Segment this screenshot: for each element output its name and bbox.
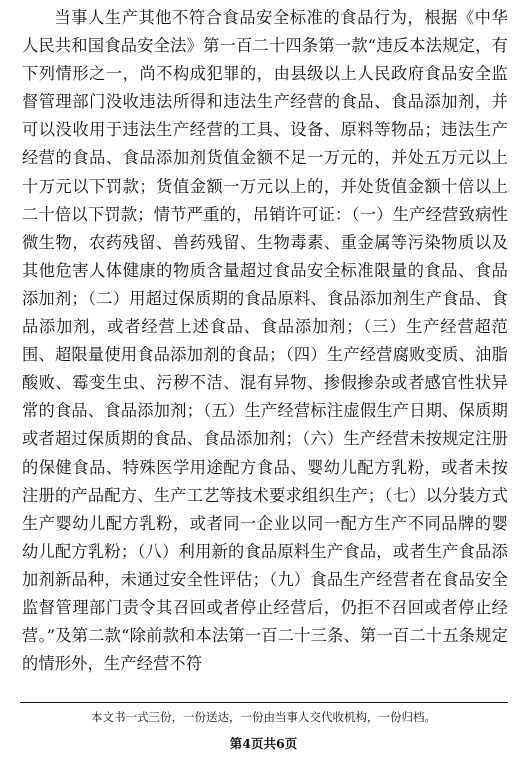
page-number: 第4页共6页 <box>229 736 298 751</box>
footer-divider <box>20 702 508 703</box>
footer-note: 本文书一式三份，一份送达，一份由当事人交代收机构，一份归档。 <box>91 710 436 724</box>
body-paragraph: 当事人生产其他不符合食品安全标准的食品行为，根据《中华人民共和国食品安全法》第一百二十四条第一款“违反本法规定，有下列情形之一，尚不构成犯罪的，由县级以上人民政府食品安全监督管理部门没收违法所得和违法生产经营的食品、食品添加剂，并可以没收用于违法生产经营的工具、设备、原料等物品；违法生产经营的食品、食品添加剂货值金额不足一万元的，并处五万元以上十万元以下罚款；货值金额一万元以上的，并处货值金额十倍以上二十倍以下罚款；情节严重的，吊销许可证：（一）生产经营致病性微生物，农药残留、兽药残留、生物毒素、重金属等污染物质以及其他危害人体健康的物质含量超过食品安全标准限量的食品、食品添加剂；（二）用超过保质期的食品原料、食品添加剂生产食品、食品添加剂，或者经营上述食品、食品添加剂；（三）生产经营超范围、超限量使用食品添加剂的食品；（四）生产经营腐败变质、油脂酸败、霉变生虫、污秽不洁、混有异物、掺假掺杂或者感官性状异常的食品、食品添加剂；（五）生产经营标注虚假生产日期、保质期或者超过保质期的食品、食品添加剂；（六）生产经营未按规定注册的保健食品、特殊医学用途配方食品、婴幼儿配方乳粉，或者未按注册的产品配方、生产工艺等技术要求组织生产；（七）以分装方式生产婴幼儿配方乳粉，或者同一企业以同一配方生产不同品牌的婴幼儿配方乳粉；（八）利用新的食品原料生产食品，或者生产食品添加剂新品种，未通过安全性评估；（九）食品生产经营者在食品安全监督管理部门责令其召回或者停止经营后，仍拒不召回或者停止经营。”及第二款“除前款和本法第一百二十三条、第一百二十五条规定的情形外，生产经营不符 <box>22 8 508 674</box>
